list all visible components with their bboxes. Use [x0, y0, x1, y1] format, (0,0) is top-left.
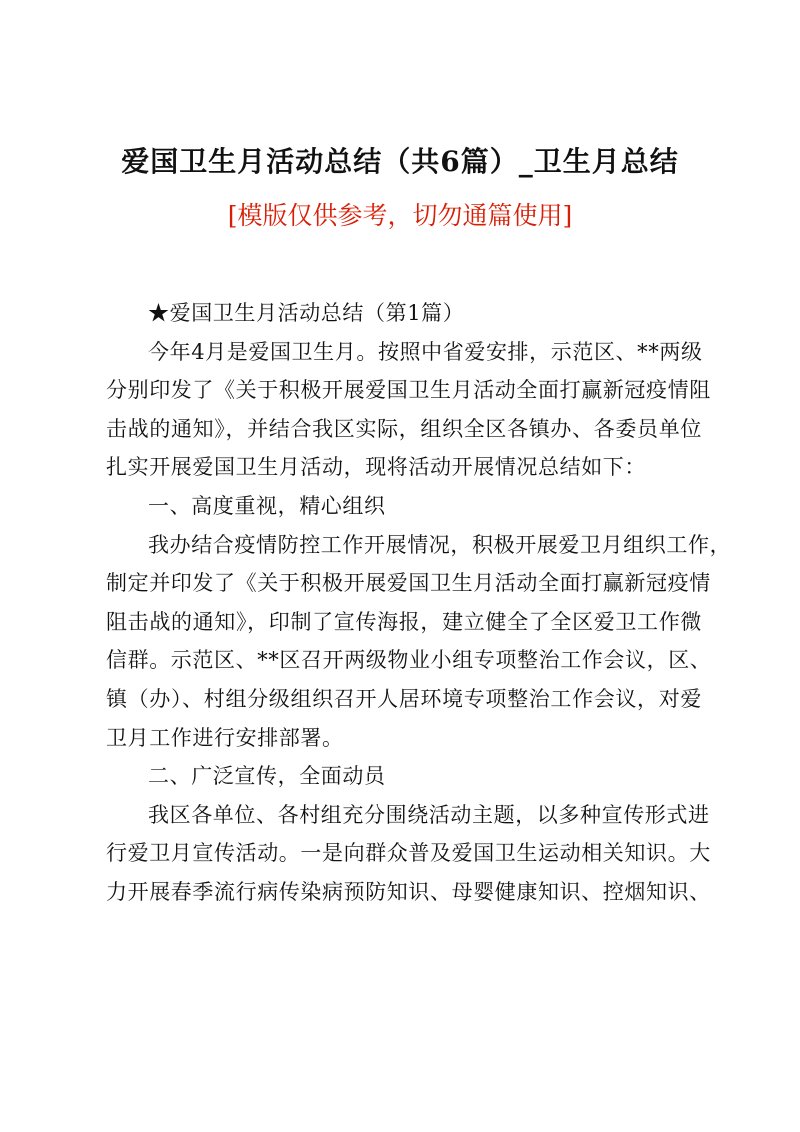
paragraph-line: 我办结合疫情防控工作开展情况，积极开展爱卫月组织工作， — [148, 532, 732, 557]
paragraph-line: 镇（办）、村组分级组织召开人居环境专项整治工作会议，对爱 — [106, 686, 702, 711]
paragraph-line: 制定并印发了《关于积极开展爱国卫生月活动全面打赢新冠疫情 — [106, 571, 711, 596]
paragraph-line: 分别印发了《关于积极开展爱国卫生月活动全面打赢新冠疫情阻 — [106, 378, 711, 403]
paragraph-line: 卫月工作进行安排部署。 — [106, 725, 344, 750]
paragraph-line: ★爱国卫生月活动总结（第1篇） — [148, 301, 465, 325]
paragraph-line: 一、高度重视，精心组织 — [148, 493, 386, 518]
template-notice: [模版仅供参考，切勿通篇使用] — [227, 201, 573, 230]
document-title: 爱国卫生月活动总结（共6篇）_卫生月总结 — [121, 145, 679, 178]
paragraph-line: 我区各单位、各村组充分围绕活动主题，以多种宣传形式进 — [148, 802, 710, 827]
paragraph-line: 信群。示范区、**区召开两级物业小组专项整治工作会议，区、 — [106, 648, 712, 673]
paragraph-line: 击战的通知》，并结合我区实际，组织全区各镇办、各委员单位 — [106, 416, 702, 441]
paragraph-line: 行爱卫月宣传活动。一是向群众普及爱国卫生运动相关知识。大 — [106, 841, 711, 866]
paragraph-line: 力开展春季流行病传染病预防知识、母婴健康知识、控烟知识、 — [106, 879, 711, 904]
paragraph-line: 今年4月是爱国卫生月。按照中省爱安排，示范区、**两级 — [148, 339, 703, 364]
paragraph-line: 扎实开展爱国卫生月活动，现将活动开展情况总结如下： — [106, 455, 646, 480]
paragraph-line: 二、广泛宣传，全面动员 — [148, 764, 386, 789]
paragraph-line: 阻击战的通知》，印制了宣传海报，建立健全了全区爱卫工作微 — [106, 609, 702, 634]
document-body — [106, 294, 732, 912]
